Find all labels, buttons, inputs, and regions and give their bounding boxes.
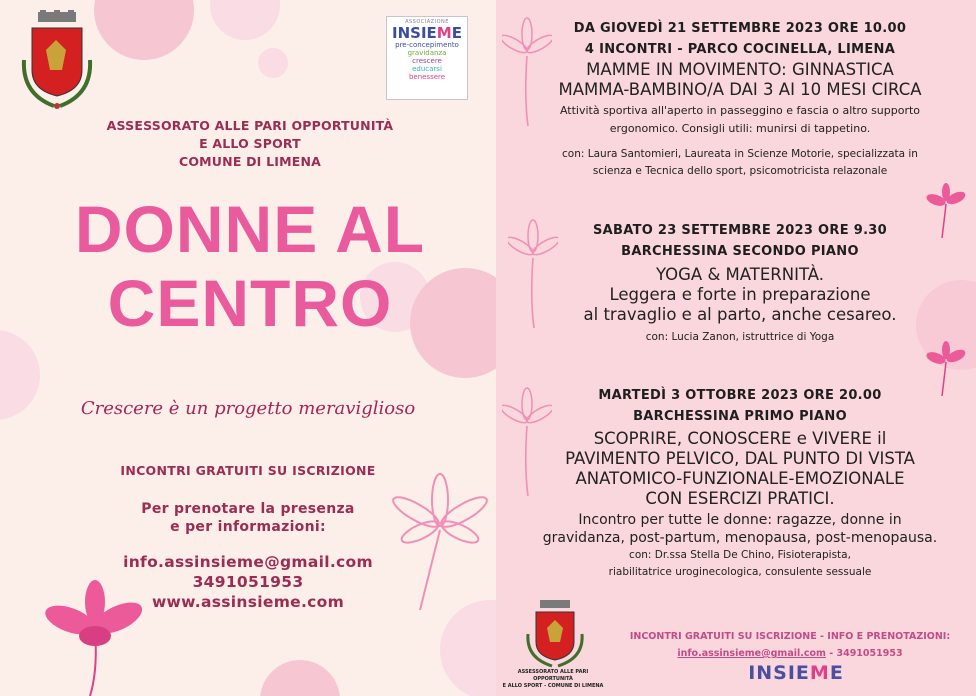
event-location: BARCHESSINA PRIMO PIANO [633, 409, 847, 424]
insieme-logo-accent: M [809, 662, 830, 684]
event-title-line: al travaglio e al parto, anche cesareo. [583, 305, 897, 324]
bottom-info-line: INCONTRI GRATUITI SU ISCRIZIONE - INFO E PRENOTAZIONI: [629, 631, 951, 642]
event-description: ergonomico. Consigli utili: munirsi di tappetino. [609, 122, 871, 135]
event-description: Incontro per tutte le donne: ragazze, donne in [578, 512, 902, 528]
event-title-line: MAMMA-BAMBINO/A DAI 3 AI 10 MESI CIRCA [558, 80, 922, 99]
free-events-note: INCONTRI GRATUITI SU ISCRIZIONE [120, 463, 376, 478]
crest-caption [498, 669, 608, 690]
logo-line: educarsi [412, 65, 442, 73]
logo-line: benessere [408, 73, 446, 81]
logo-line: crescere [412, 57, 442, 65]
booking-line: Per prenotare la presenza [141, 501, 355, 517]
event-instructor: con: Laura Santomieri, Laureata in Scienze Motorie, specializzata in [562, 148, 918, 160]
decor-circle [260, 660, 340, 696]
event-title-line: Leggera e forte in preparazione [609, 285, 871, 304]
event-date: SABATO 23 SETTEMBRE 2023 ORE 9.30 [592, 223, 887, 238]
event-instructor: con: Dr.ssa Stella De Chino, Fisioterapista, [629, 549, 851, 561]
assessorato-line: E ALLO SPORT [199, 136, 301, 151]
logo-title-part: E [451, 24, 462, 42]
insieme-logo-part: INSIE [748, 662, 810, 684]
pink-flower-icon [40, 580, 150, 696]
event-date: MARTEDÌ 3 OTTOBRE 2023 ORE 20.00 [598, 388, 882, 403]
event-instructor: riabilitatrice uroginecologica, consulente sessuale [608, 566, 872, 578]
municipal-crest-icon [520, 598, 590, 668]
tagline: Crescere è un progetto meraviglioso [80, 398, 416, 419]
association-logo [386, 16, 468, 100]
insieme-logo [746, 662, 846, 684]
insieme-logo-part: E [829, 662, 844, 684]
decor-circle [440, 600, 496, 696]
bottom-info [610, 628, 970, 662]
crest-caption-line: E ALLO SPORT - COMUNE DI LIMENA [502, 683, 604, 689]
bottom-email-link[interactable]: info.assinsieme@gmail.com [677, 648, 826, 659]
main-title-line: CENTRO [107, 266, 393, 340]
event-title-line: PAVIMENTO PELVICO, DAL PUNTO DI VISTA [565, 449, 915, 468]
event-location: 4 INCONTRI - PARCO COCINELLA, LIMENA [584, 42, 896, 57]
decor-circle [258, 48, 288, 78]
bottom-phone: - 3491051953 [825, 648, 903, 659]
event-title-line: ANATOMICO-FUNZIONALE-EMOZIONALE [575, 469, 905, 488]
event-block [510, 385, 970, 581]
event-title-line: YOGA & MATERNITÀ. [655, 265, 825, 284]
main-title-line: DONNE AL [74, 192, 426, 266]
logo-line: pre-concepimento [395, 41, 459, 49]
event-block [510, 18, 970, 180]
event-block [510, 220, 970, 346]
contact-website[interactable]: www.assinsieme.com [151, 593, 345, 611]
event-location: BARCHESSINA SECONDO PIANO [621, 244, 859, 259]
logo-small-text: ASSOCIAZIONE [405, 19, 449, 25]
event-description: Attività sportiva all'aperto in passeggino e fascia o altro supporto [559, 104, 921, 117]
assessorato-heading [40, 117, 460, 171]
booking-line: e per informazioni: [170, 519, 326, 535]
event-title-line: MAMME IN MOVIMENTO: GINNASTICA [586, 60, 894, 79]
main-title [20, 192, 480, 340]
municipal-crest-icon [18, 10, 96, 112]
assessorato-line: ASSESSORATO ALLE PARI OPPORTUNITÀ [106, 118, 394, 133]
outline-flower-icon [390, 470, 490, 610]
crest-caption-line: ASSESSORATO ALLE PARI OPPORTUNITÀ [517, 669, 589, 682]
logo-title [387, 25, 467, 41]
contact-phone[interactable]: 3491051953 [192, 573, 304, 591]
logo-title-accent: M [436, 24, 452, 42]
bottom-contacts [610, 645, 970, 662]
decor-circle [94, 0, 194, 60]
assessorato-line: COMUNE DI LIMENA [178, 154, 322, 169]
contact-email[interactable]: info.assinsieme@gmail.com [123, 553, 373, 571]
logo-title-part: INSIE [392, 24, 437, 42]
decor-circle [210, 0, 280, 40]
event-title-line: SCOPRIRE, CONOSCERE e VIVERE il [593, 429, 887, 448]
event-instructor: scienza e Tecnica dello sport, psicomotricista relazonale [592, 165, 888, 177]
event-instructor: con: Lucia Zanon, istruttrice di Yoga [645, 331, 835, 343]
event-title-line: CON ESERCIZI PRATICI. [645, 489, 835, 508]
event-description: gravidanza, post-partum, menopausa, post-menopausa. [542, 530, 938, 546]
event-date: DA GIOVEDÌ 21 SETTEMBRE 2023 ORE 10.00 [573, 21, 907, 36]
logo-line: gravidanza [407, 49, 447, 57]
